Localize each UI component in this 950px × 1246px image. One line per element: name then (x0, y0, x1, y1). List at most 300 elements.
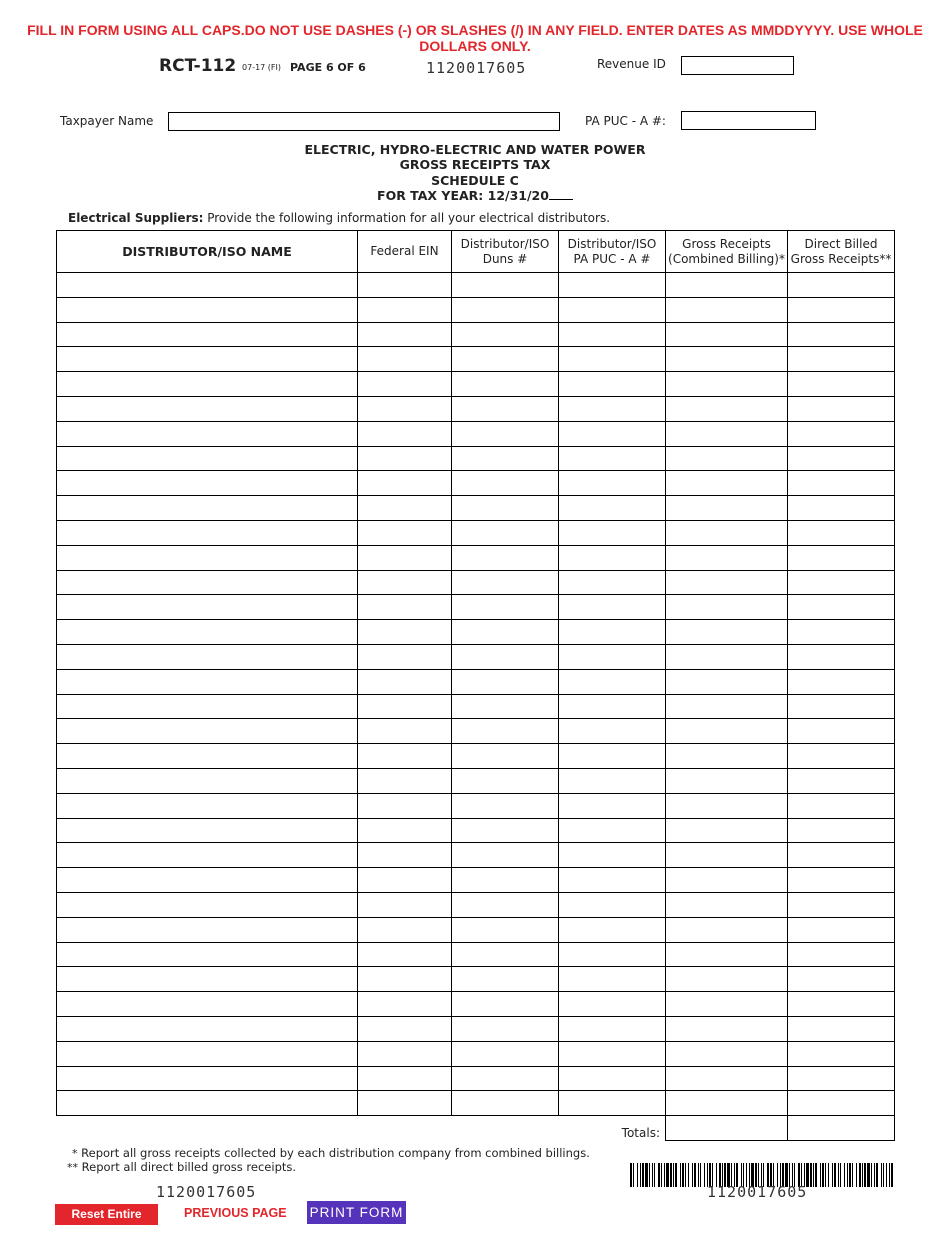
barcode-bar (688, 1163, 689, 1187)
name-cell[interactable] (57, 372, 358, 397)
barcode-bar (832, 1163, 833, 1187)
title-line-2: GROSS RECEIPTS TAX (399, 157, 551, 172)
name-cell[interactable] (57, 992, 358, 1017)
barcode-bar (840, 1163, 841, 1187)
column-header-puc (559, 231, 666, 273)
name-cell[interactable] (57, 892, 358, 917)
ein-cell[interactable] (358, 917, 452, 942)
ein-cell[interactable] (358, 644, 452, 669)
name-cell[interactable] (57, 446, 358, 471)
duns-cell[interactable] (452, 892, 559, 917)
barcode-bar (828, 1163, 829, 1187)
ein-cell[interactable] (358, 446, 452, 471)
ein-cell[interactable] (358, 273, 452, 298)
ein-cell[interactable] (358, 520, 452, 545)
puc-cell[interactable] (559, 744, 666, 769)
gross-receipts-cell[interactable] (666, 396, 788, 421)
table-row (57, 620, 895, 645)
gross-receipts-cell[interactable] (666, 496, 788, 521)
barcode-bar (675, 1163, 677, 1187)
duns-cell[interactable] (452, 322, 559, 347)
footnote-1-marker: * (72, 1147, 78, 1160)
ein-cell[interactable] (358, 1041, 452, 1066)
barcode-bar (834, 1163, 836, 1187)
ein-cell[interactable] (358, 719, 452, 744)
barcode-bar (658, 1163, 660, 1187)
tax-year-input[interactable] (549, 188, 573, 200)
name-cell[interactable] (57, 1066, 358, 1091)
table-row (57, 297, 895, 322)
duns-cell[interactable] (452, 793, 559, 818)
barcode-bar (820, 1163, 821, 1187)
name-cell[interactable] (57, 570, 358, 595)
puc-cell[interactable] (559, 768, 666, 793)
gross-receipts-cell[interactable] (666, 273, 788, 298)
previous-page-button[interactable]: PREVIOUS PAGE (184, 1206, 287, 1220)
gross-receipts-cell[interactable] (666, 744, 788, 769)
gross-receipts-cell[interactable] (666, 545, 788, 570)
table-row (57, 520, 895, 545)
gross-receipts-cell[interactable] (666, 347, 788, 372)
column-header-gross-line2: (Combined Billing)* (668, 251, 785, 266)
ein-cell[interactable] (358, 322, 452, 347)
ein-cell[interactable] (358, 421, 452, 446)
gross-receipts-cell[interactable] (666, 446, 788, 471)
puc-cell[interactable] (559, 496, 666, 521)
table-row (57, 1066, 895, 1091)
supplier-instructions-bold: Electrical Suppliers: (68, 211, 204, 225)
gross-receipts-cell[interactable] (666, 1016, 788, 1041)
barcode-bar (700, 1163, 701, 1187)
name-cell[interactable] (57, 545, 358, 570)
puc-cell[interactable] (559, 372, 666, 397)
name-cell[interactable] (57, 1041, 358, 1066)
barcode-bar (881, 1163, 882, 1187)
gross-receipts-cell[interactable] (666, 694, 788, 719)
revenue-id-input[interactable] (681, 56, 794, 75)
name-cell[interactable] (57, 421, 358, 446)
column-header-duns-line2: Duns # (482, 251, 528, 266)
gross-receipts-cell[interactable] (666, 843, 788, 868)
direct-billed-cell[interactable] (788, 793, 895, 818)
table-row (57, 421, 895, 446)
ein-cell[interactable] (358, 694, 452, 719)
direct-billed-cell[interactable] (788, 1016, 895, 1041)
name-cell[interactable] (57, 818, 358, 843)
name-cell[interactable] (57, 793, 358, 818)
table-row (57, 396, 895, 421)
puc-cell[interactable] (559, 669, 666, 694)
name-cell[interactable] (57, 347, 358, 372)
barcode-bar (633, 1163, 634, 1187)
duns-cell[interactable] (452, 520, 559, 545)
gross-receipts-cell[interactable] (666, 570, 788, 595)
barcode-bar (847, 1163, 848, 1187)
duns-cell[interactable] (452, 942, 559, 967)
form-revision: 07-17 (FI) (242, 63, 281, 72)
table-row (57, 644, 895, 669)
column-header-name-text: DISTRIBUTOR/ISO NAME (122, 244, 292, 259)
gross-receipts-cell[interactable] (666, 1041, 788, 1066)
puc-cell[interactable] (559, 992, 666, 1017)
ein-cell[interactable] (358, 372, 452, 397)
footnote-2 (67, 1160, 296, 1174)
direct-billed-cell[interactable] (788, 1091, 895, 1116)
reset-form-button[interactable]: Reset Entire Form (55, 1204, 158, 1225)
name-cell[interactable] (57, 644, 358, 669)
ein-cell[interactable] (358, 992, 452, 1017)
ein-cell[interactable] (358, 595, 452, 620)
barcode-bar (661, 1163, 662, 1187)
column-header-gross-line1: Gross Receipts (682, 236, 771, 251)
barcode-bar (685, 1163, 686, 1187)
direct-billed-cell[interactable] (788, 868, 895, 893)
duns-cell[interactable] (452, 868, 559, 893)
duns-cell[interactable] (452, 297, 559, 322)
gross-receipts-cell[interactable] (666, 768, 788, 793)
ein-cell[interactable] (358, 793, 452, 818)
puc-cell[interactable] (559, 1091, 666, 1116)
name-cell[interactable] (57, 297, 358, 322)
direct-billed-cell[interactable] (788, 595, 895, 620)
puc-cell[interactable] (559, 942, 666, 967)
direct-billed-cell[interactable] (788, 620, 895, 645)
duns-cell[interactable] (452, 1091, 559, 1116)
duns-cell[interactable] (452, 620, 559, 645)
name-cell[interactable] (57, 744, 358, 769)
name-cell[interactable] (57, 595, 358, 620)
duns-cell[interactable] (452, 471, 559, 496)
puc-cell[interactable] (559, 421, 666, 446)
ein-cell[interactable] (358, 545, 452, 570)
barcode-bar (666, 1163, 669, 1187)
gross-receipts-cell[interactable] (666, 520, 788, 545)
puc-cell[interactable] (559, 719, 666, 744)
direct-billed-cell[interactable] (788, 471, 895, 496)
name-cell[interactable] (57, 471, 358, 496)
duns-cell[interactable] (452, 396, 559, 421)
pa-puc-input[interactable] (681, 111, 816, 130)
puc-cell[interactable] (559, 917, 666, 942)
table-row (57, 446, 895, 471)
ein-cell[interactable] (358, 496, 452, 521)
barcode-bar (852, 1163, 853, 1187)
ein-cell[interactable] (358, 768, 452, 793)
direct-billed-cell[interactable] (788, 372, 895, 397)
supplier-instructions (68, 211, 610, 225)
barcode-bar (652, 1163, 653, 1187)
barcode-bar (859, 1163, 861, 1187)
barcode-bar (692, 1163, 693, 1187)
ein-cell[interactable] (358, 1066, 452, 1091)
barcode-bar (856, 1163, 857, 1187)
table-row (57, 868, 895, 893)
puc-cell[interactable] (559, 1016, 666, 1041)
title-line-3: SCHEDULE C (431, 173, 519, 188)
gross-receipts-cell[interactable] (666, 967, 788, 992)
gross-receipts-cell[interactable] (666, 595, 788, 620)
ein-cell[interactable] (358, 967, 452, 992)
table-row (57, 273, 895, 298)
name-cell[interactable] (57, 620, 358, 645)
puc-cell[interactable] (559, 1041, 666, 1066)
column-header-direct-line1: Direct Billed (804, 236, 878, 251)
puc-cell[interactable] (559, 818, 666, 843)
table-row (57, 372, 895, 397)
gross-receipts-cell[interactable] (666, 372, 788, 397)
gross-receipts-cell[interactable] (666, 992, 788, 1017)
direct-billed-cell[interactable] (788, 992, 895, 1017)
name-cell[interactable] (57, 942, 358, 967)
barcode-bar (867, 1163, 870, 1187)
duns-cell[interactable] (452, 1016, 559, 1041)
duns-cell[interactable] (452, 372, 559, 397)
puc-cell[interactable] (559, 396, 666, 421)
gross-receipts-cell[interactable] (666, 1066, 788, 1091)
table-row (57, 892, 895, 917)
table-row (57, 1091, 895, 1116)
ein-cell[interactable] (358, 843, 452, 868)
direct-billed-cell[interactable] (788, 570, 895, 595)
puc-cell[interactable] (559, 273, 666, 298)
ein-cell[interactable] (358, 892, 452, 917)
gross-receipts-cell[interactable] (666, 297, 788, 322)
gross-receipts-cell[interactable] (666, 818, 788, 843)
direct-billed-cell[interactable] (788, 744, 895, 769)
duns-cell[interactable] (452, 843, 559, 868)
name-cell[interactable] (57, 719, 358, 744)
duns-cell[interactable] (452, 917, 559, 942)
duns-cell[interactable] (452, 421, 559, 446)
gross-receipts-cell[interactable] (666, 892, 788, 917)
puc-cell[interactable] (559, 520, 666, 545)
column-header-gross-receipts (666, 231, 788, 273)
puc-cell[interactable] (559, 892, 666, 917)
gross-receipts-cell[interactable] (666, 421, 788, 446)
ein-cell[interactable] (358, 669, 452, 694)
name-cell[interactable] (57, 396, 358, 421)
ein-cell[interactable] (358, 347, 452, 372)
direct-billed-cell[interactable] (788, 520, 895, 545)
table-row (57, 545, 895, 570)
ein-cell[interactable] (358, 818, 452, 843)
ein-cell[interactable] (358, 744, 452, 769)
gross-receipts-cell[interactable] (666, 669, 788, 694)
direct-billed-cell[interactable] (788, 843, 895, 868)
table-row (57, 1016, 895, 1041)
name-cell[interactable] (57, 967, 358, 992)
puc-cell[interactable] (559, 843, 666, 868)
ein-cell[interactable] (358, 396, 452, 421)
column-header-direct-billed (788, 231, 895, 273)
duns-cell[interactable] (452, 694, 559, 719)
table-row (57, 917, 895, 942)
puc-cell[interactable] (559, 570, 666, 595)
gross-receipts-cell[interactable] (666, 942, 788, 967)
name-cell[interactable] (57, 669, 358, 694)
table-row (57, 942, 895, 967)
name-cell[interactable] (57, 496, 358, 521)
ein-cell[interactable] (358, 620, 452, 645)
duns-cell[interactable] (452, 446, 559, 471)
barcode-bar (640, 1163, 641, 1187)
duns-cell[interactable] (452, 595, 559, 620)
duns-cell[interactable] (452, 744, 559, 769)
total-direct-billed-input[interactable] (788, 1116, 895, 1141)
name-cell[interactable] (57, 273, 358, 298)
direct-billed-cell[interactable] (788, 669, 895, 694)
column-header-duns (452, 231, 559, 273)
puc-cell[interactable] (559, 694, 666, 719)
name-cell[interactable] (57, 694, 358, 719)
barcode-bar (822, 1163, 824, 1187)
barcode-bar (645, 1163, 648, 1187)
puc-cell[interactable] (559, 620, 666, 645)
ein-cell[interactable] (358, 1016, 452, 1041)
direct-billed-cell[interactable] (788, 1066, 895, 1091)
name-cell[interactable] (57, 917, 358, 942)
barcode-bar (673, 1163, 674, 1187)
ein-cell[interactable] (358, 868, 452, 893)
duns-cell[interactable] (452, 644, 559, 669)
table-row (57, 471, 895, 496)
ocr-code-top: 1120017605 (426, 59, 527, 77)
barcode-bar (637, 1163, 638, 1187)
ein-cell[interactable] (358, 1091, 452, 1116)
direct-billed-cell[interactable] (788, 768, 895, 793)
direct-billed-cell[interactable] (788, 273, 895, 298)
direct-billed-cell[interactable] (788, 396, 895, 421)
duns-cell[interactable] (452, 1041, 559, 1066)
duns-cell[interactable] (452, 273, 559, 298)
puc-cell[interactable] (559, 644, 666, 669)
direct-billed-cell[interactable] (788, 1041, 895, 1066)
barcode-bar (862, 1163, 863, 1187)
puc-cell[interactable] (559, 1066, 666, 1091)
direct-billed-cell[interactable] (788, 942, 895, 967)
direct-billed-cell[interactable] (788, 917, 895, 942)
table-row (57, 818, 895, 843)
table-row (57, 768, 895, 793)
puc-cell[interactable] (559, 322, 666, 347)
barcode-bar (810, 1163, 812, 1187)
duns-cell[interactable] (452, 967, 559, 992)
column-header-name (57, 231, 358, 273)
duns-cell[interactable] (452, 545, 559, 570)
name-cell[interactable] (57, 1016, 358, 1041)
direct-billed-cell[interactable] (788, 967, 895, 992)
barcode-bar (891, 1163, 893, 1187)
barcode-bar (889, 1163, 890, 1187)
name-cell[interactable] (57, 843, 358, 868)
name-cell[interactable] (57, 868, 358, 893)
direct-billed-cell[interactable] (788, 496, 895, 521)
puc-cell[interactable] (559, 793, 666, 818)
ein-cell[interactable] (358, 471, 452, 496)
name-cell[interactable] (57, 1091, 358, 1116)
puc-cell[interactable] (559, 297, 666, 322)
duns-cell[interactable] (452, 719, 559, 744)
ein-cell[interactable] (358, 297, 452, 322)
ein-cell[interactable] (358, 570, 452, 595)
duns-cell[interactable] (452, 818, 559, 843)
table-row (57, 694, 895, 719)
barcode-bar (864, 1163, 866, 1187)
barcode-bar (670, 1163, 672, 1187)
table-row (57, 1041, 895, 1066)
gross-receipts-cell[interactable] (666, 1091, 788, 1116)
table-row (57, 595, 895, 620)
title-line-1: ELECTRIC, HYDRO-ELECTRIC AND WATER POWER (304, 142, 646, 157)
direct-billed-cell[interactable] (788, 446, 895, 471)
table-row (57, 570, 895, 595)
puc-cell[interactable] (559, 967, 666, 992)
taxpayer-name-input[interactable] (168, 112, 560, 131)
duns-cell[interactable] (452, 1066, 559, 1091)
totals-row (57, 1116, 895, 1141)
ocr-code-bottom: 1120017605 (156, 1183, 257, 1201)
barcode-bar (642, 1163, 644, 1187)
direct-billed-cell[interactable] (788, 545, 895, 570)
barcode-bar (630, 1163, 632, 1187)
name-cell[interactable] (57, 768, 358, 793)
gross-receipts-cell[interactable] (666, 793, 788, 818)
barcode-bar (704, 1163, 705, 1187)
ein-cell[interactable] (358, 942, 452, 967)
barcode-bar (871, 1163, 872, 1187)
total-gross-receipts-input[interactable] (666, 1116, 788, 1141)
gross-receipts-cell[interactable] (666, 868, 788, 893)
direct-billed-cell[interactable] (788, 892, 895, 917)
duns-cell[interactable] (452, 496, 559, 521)
direct-billed-cell[interactable] (788, 421, 895, 446)
column-header-ein (358, 231, 452, 273)
table-row (57, 843, 895, 868)
puc-cell[interactable] (559, 545, 666, 570)
duns-cell[interactable] (452, 992, 559, 1017)
gross-receipts-cell[interactable] (666, 917, 788, 942)
pa-puc-label: PA PUC - A #: (585, 114, 666, 128)
gross-receipts-cell[interactable] (666, 322, 788, 347)
direct-billed-cell[interactable] (788, 818, 895, 843)
name-cell[interactable] (57, 322, 358, 347)
direct-billed-cell[interactable] (788, 347, 895, 372)
gross-receipts-cell[interactable] (666, 719, 788, 744)
gross-receipts-cell[interactable] (666, 620, 788, 645)
column-header-puc-line2: PA PUC - A # (573, 251, 651, 266)
puc-cell[interactable] (559, 446, 666, 471)
name-cell[interactable] (57, 520, 358, 545)
print-form-button[interactable]: PRINT FORM (307, 1201, 406, 1224)
table-row (57, 793, 895, 818)
column-header-duns-line1: Distributor/ISO (460, 236, 550, 251)
direct-billed-cell[interactable] (788, 694, 895, 719)
puc-cell[interactable] (559, 471, 666, 496)
puc-cell[interactable] (559, 595, 666, 620)
direct-billed-cell[interactable] (788, 644, 895, 669)
gross-receipts-cell[interactable] (666, 644, 788, 669)
direct-billed-cell[interactable] (788, 719, 895, 744)
puc-cell[interactable] (559, 347, 666, 372)
duns-cell[interactable] (452, 570, 559, 595)
duns-cell[interactable] (452, 669, 559, 694)
gross-receipts-cell[interactable] (666, 471, 788, 496)
puc-cell[interactable] (559, 868, 666, 893)
direct-billed-cell[interactable] (788, 297, 895, 322)
direct-billed-cell[interactable] (788, 322, 895, 347)
duns-cell[interactable] (452, 768, 559, 793)
duns-cell[interactable] (452, 347, 559, 372)
